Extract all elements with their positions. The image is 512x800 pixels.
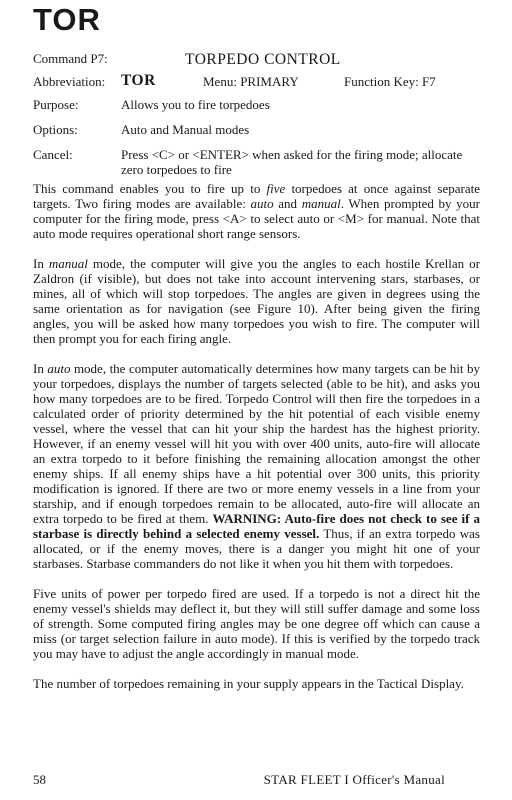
p1-emphasis-auto: auto xyxy=(250,196,274,211)
book-title: STAR FLEET I Officer's Manual xyxy=(263,772,445,787)
p1-text-a: This command enables you to fire up to xyxy=(33,181,267,196)
command-title: TORPEDO CONTROL xyxy=(185,51,341,68)
options-value: Auto and Manual modes xyxy=(121,122,250,137)
p2-text-b: mode, the computer will give you the angles to each hostile Krellan or Zaldron (if visible), but does not take into account intervening stars, starbases, or mines, all of which will stop torpedoes. The angles are given in degrees using the same orientation as for navigation (see Figure 10). After being given the firing angles, you will be asked how many torpedoes you wish to fire. The computer will then prompt you for each firing angle. xyxy=(33,256,480,346)
p3-text-c: Thus, if an extra torpedo was allocated, or if the enemy moves, there is a danger you might hit one of your starbases. Starbase commanders do not like it when you hit them with torpedoes. xyxy=(33,526,480,571)
p3-text-b: mode, the computer automatically determines how many targets can be hit by your torpedoes, displays the number of targets selected (able to be hit), and asks you how many torpedoes are to be fired. Torpedo Control will then fire the torpedoes in a calculated order of priority determined by the hit potential of each visible enemy vessel, where the vessel that can hit your ship the hardest has the highest priority. However, if an enemy vessel will hit you with over 400 units, auto-fire will allocate an extra torpedo to it before finishing the remaining allocation amongst the other enemy ships. If all enemy ships have a hit potential over 300 units, this priority modification is ignored. If there are two or more enemy vessels in a line from your starship, and if enough torpedoes remain to be allocated, auto-fire will allocate an extra torpedo to be fired at them. xyxy=(33,361,480,526)
paragraph-auto-mode xyxy=(33,361,480,571)
menu-info: Menu: PRIMARY xyxy=(203,74,299,89)
paragraph-torpedo-supply: The number of torpedoes remaining in your supply appears in the Tactical Display. xyxy=(33,676,464,691)
p1-text-d: . When prompted by your computer for the firing mode, press <A> to select auto or <M> for manual. Note that auto mode requires operational short range sensors. xyxy=(33,196,480,241)
auto-fire-warning: WARNING: Auto-fire does not check to see if a starbase is directly behind a selected enemy vessel. xyxy=(33,511,480,541)
cancel-label: Cancel: xyxy=(33,147,73,162)
options-label: Options: xyxy=(33,122,78,137)
command-label: Command P7: xyxy=(33,51,108,66)
purpose-label: Purpose: xyxy=(33,97,79,112)
p1-text-b: torpedoes at once against separate targets. Two firing modes are available: xyxy=(33,181,480,211)
p2-text-a: In xyxy=(33,256,49,271)
page-title: TOR xyxy=(33,2,101,37)
p1-emphasis-five: five xyxy=(266,181,286,196)
p3-emphasis-auto: auto xyxy=(47,361,71,376)
cancel-value: Press <C> or <ENTER> when asked for the firing mode; allocate zero torpedoes to fire xyxy=(121,147,463,177)
abbreviation-value: TOR xyxy=(121,72,156,89)
purpose-value: Allows you to fire torpedoes xyxy=(121,97,270,112)
p1-text-c: and xyxy=(273,196,302,211)
p3-text-a: In xyxy=(33,361,48,376)
p1-emphasis-manual: manual xyxy=(301,196,341,211)
paragraph-manual-mode xyxy=(33,256,480,346)
paragraph-firing-modes xyxy=(33,181,480,241)
page-number: 58 xyxy=(33,772,46,787)
function-key-info: Function Key: F7 xyxy=(344,74,436,89)
abbreviation-label: Abbreviation: xyxy=(33,74,106,89)
paragraph-power-usage: Five units of power per torpedo fired are used. If a torpedo is not a direct hit the enemy vessel's shields may deflect it, but they will still suffer damage and some loss of strength. Some computed firing angles may be one degree off which can cause a miss (or target selection failure in auto mode). If this is verified by the torpedo track you may have to adjust the angle accordingly in manual mode. xyxy=(33,586,480,661)
p2-emphasis-manual: manual xyxy=(48,256,88,271)
body-text xyxy=(33,181,480,706)
